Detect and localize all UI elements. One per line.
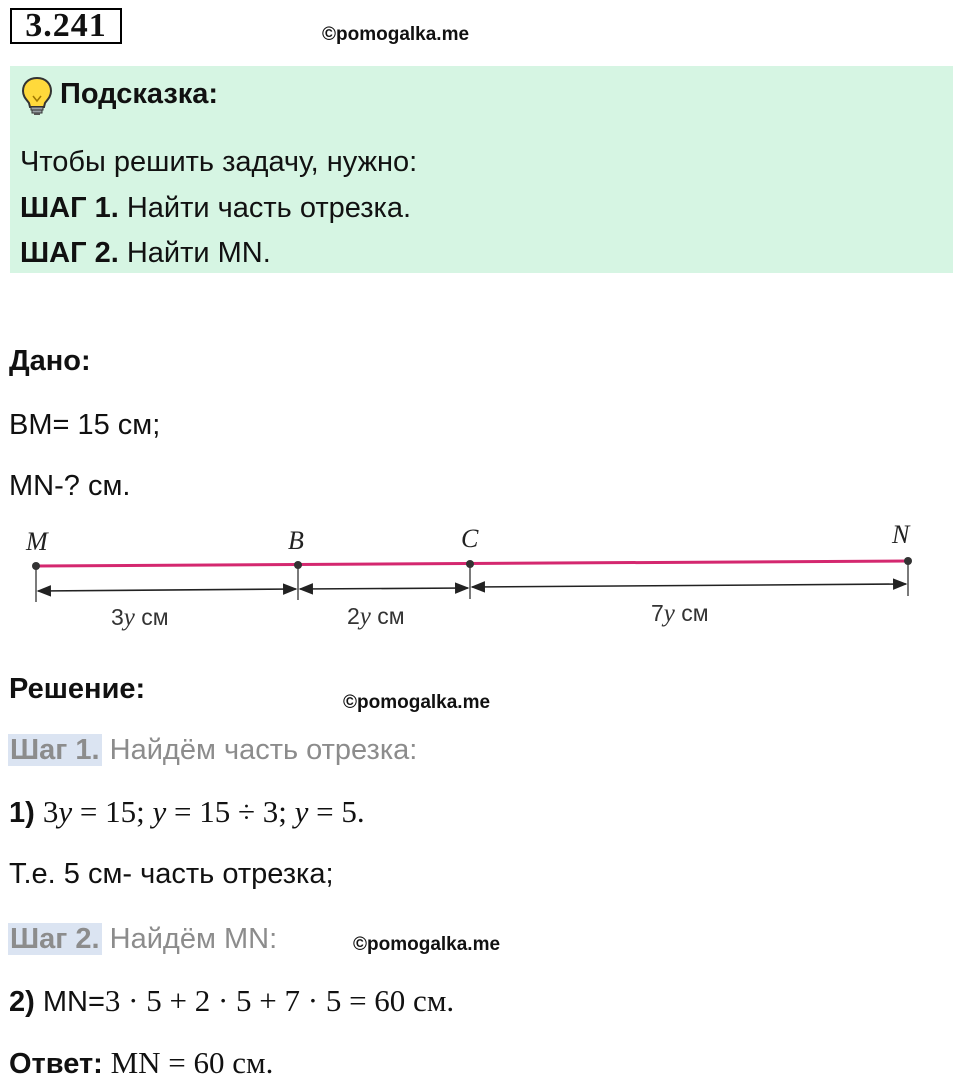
- equation-2-prefix: MN=: [34, 986, 105, 1018]
- given-heading: Дано:: [9, 345, 91, 377]
- solution-heading: Решение:: [9, 673, 146, 705]
- equation-1-note: Т.е. 5 см- часть отрезка;: [9, 858, 334, 890]
- point-m: [32, 562, 40, 570]
- watermark-middle: ©pomogalka.me: [343, 692, 491, 713]
- equation-1-number: 1): [9, 797, 35, 829]
- segment-label-cn: 7y см: [651, 600, 709, 627]
- label-b: B: [288, 526, 304, 555]
- segment-label-bc: 2y см: [347, 603, 405, 630]
- hint-step-2-text: Найти MN.: [118, 237, 271, 269]
- given-line-1: BM= 15 см;: [9, 409, 161, 441]
- step-2-badge: Шаг 2.: [10, 923, 100, 955]
- equation-1: [9, 795, 365, 830]
- hint-step-2: [20, 236, 271, 270]
- answer: [9, 1046, 273, 1081]
- given-line-2: MN-? см.: [9, 470, 131, 502]
- watermark-bottom: ©pomogalka.me: [353, 934, 501, 955]
- equation-1-expr: 3y = 15; y = 15 ÷ 3; y = 5.: [42, 794, 365, 829]
- answer-label: Ответ:: [9, 1048, 103, 1080]
- solution-step-1: [8, 733, 417, 767]
- watermark-top: ©pomogalka.me: [322, 24, 470, 45]
- label-c: C: [461, 524, 479, 553]
- label-n: N: [892, 520, 910, 549]
- step-1-text: Найдём часть отрезка:: [101, 734, 418, 766]
- task-number: 3.241: [10, 8, 122, 44]
- answer-expr: MN = 60 см.: [102, 1045, 274, 1080]
- segment-label-mb: 3y см: [111, 604, 169, 631]
- hint-step-1-text: Найти часть отрезка.: [118, 192, 412, 224]
- point-c: [466, 560, 474, 568]
- solution-step-2: [8, 922, 277, 956]
- hint-intro: Чтобы решить задачу, нужно:: [20, 146, 418, 178]
- step-1-badge: Шаг 1.: [10, 734, 100, 766]
- hint-step-2-label: ШАГ 2.: [20, 237, 119, 269]
- equation-2: [9, 984, 454, 1019]
- point-n: [904, 557, 912, 565]
- point-b: [294, 561, 302, 569]
- label-m: M: [26, 527, 48, 556]
- hint-step-1-label: ШАГ 1.: [20, 192, 119, 224]
- hint-step-1: [20, 191, 411, 225]
- equation-2-expr: 3 · 5 + 2 · 5 + 7 · 5 = 60 см.: [104, 983, 455, 1018]
- step-2-text: Найдём MN:: [101, 923, 278, 955]
- hint-title: Подсказка:: [60, 78, 219, 110]
- segment-diagram: [8, 517, 923, 647]
- lightbulb-icon: [20, 76, 54, 121]
- equation-2-number: 2): [9, 986, 35, 1018]
